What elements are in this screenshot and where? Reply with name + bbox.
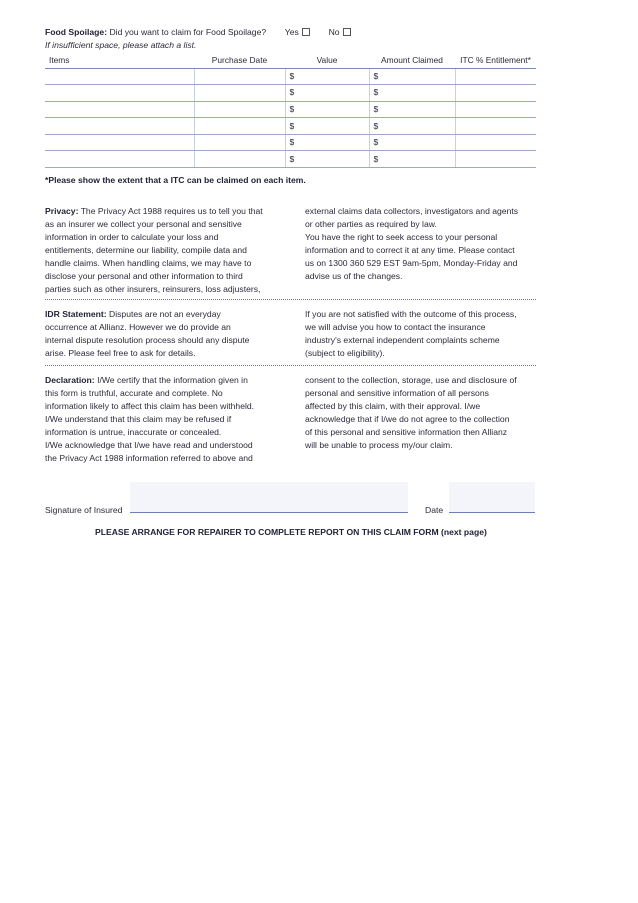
yes-label: Yes bbox=[284, 27, 299, 37]
table-row bbox=[45, 134, 536, 151]
table-row bbox=[45, 85, 536, 102]
yes-checkbox[interactable] bbox=[302, 28, 310, 36]
header-value: Value bbox=[285, 53, 369, 68]
declaration-text-line: the Privacy Act 1988 information referred to above and bbox=[45, 453, 253, 463]
declaration-text-line: affected by this claim, with their approval. I/we bbox=[305, 401, 481, 411]
idr-text-line: If you are not satisfied with the outcome of this process, bbox=[305, 309, 517, 319]
itc-entitlement-cell[interactable] bbox=[455, 134, 536, 151]
declaration-text-line: acknowledge that if I/we do not agree to the collection bbox=[305, 414, 510, 424]
no-checkbox[interactable] bbox=[343, 28, 351, 36]
privacy-text-line: external claims data collectors, investigators and agents bbox=[305, 206, 519, 216]
idr-text-line: (subject to eligibility). bbox=[305, 348, 385, 358]
privacy-text-line: parties such as other insurers, reinsurers, loss adjusters, bbox=[45, 284, 261, 294]
declaration-text-line: consent to the collection, storage, use and disclosure of bbox=[305, 375, 517, 385]
declaration-text-line: information likely to affect this claim has been withheld. bbox=[45, 401, 255, 411]
idr-text-line: Disputes are not an everyday bbox=[109, 309, 221, 319]
value-cell[interactable]: $ bbox=[285, 85, 369, 102]
table-row bbox=[45, 101, 536, 118]
item-cell[interactable] bbox=[45, 151, 194, 168]
declaration-text-line: will be unable to process my/our claim. bbox=[305, 440, 453, 450]
declaration-text-line: I/We certify that the information given in bbox=[97, 375, 248, 385]
purchase-date-cell[interactable] bbox=[194, 151, 285, 168]
purchase-date-cell[interactable] bbox=[194, 134, 285, 151]
date-label: Date bbox=[425, 505, 444, 515]
amount-claimed-cell[interactable]: $ bbox=[369, 85, 455, 102]
section-divider bbox=[45, 365, 536, 366]
purchase-date-cell[interactable] bbox=[194, 118, 285, 135]
food-spoilage-heading: Food Spoilage: bbox=[45, 27, 108, 37]
amount-claimed-cell[interactable]: $ bbox=[369, 101, 455, 118]
privacy-text-line: as an insurer we collect your personal and sensitive bbox=[45, 219, 242, 229]
privacy-text-line: disclose your personal and other information to third bbox=[45, 271, 243, 281]
value-cell[interactable]: $ bbox=[285, 101, 369, 118]
itc-note: *Please show the extent that a ITC can be claimed on each item. bbox=[45, 175, 306, 185]
items-table-header bbox=[45, 53, 536, 68]
privacy-right-column bbox=[305, 205, 537, 283]
declaration-text-line: personal and sensitive information of all persons bbox=[305, 388, 489, 398]
idr-heading: IDR Statement: bbox=[45, 309, 107, 319]
header-amount-claimed: Amount Claimed bbox=[369, 53, 455, 68]
item-cell[interactable] bbox=[45, 68, 194, 85]
privacy-text-line: us on 1300 360 529 EST 9am-5pm, Monday-Friday and bbox=[305, 258, 518, 268]
item-cell[interactable] bbox=[45, 118, 194, 135]
privacy-text-line: information in order to calculate your loss and bbox=[45, 232, 219, 242]
item-cell[interactable] bbox=[45, 101, 194, 118]
item-cell[interactable] bbox=[45, 134, 194, 151]
declaration-right-column bbox=[305, 374, 537, 452]
idr-text-line: we will advise you how to contact the insurance bbox=[305, 322, 486, 332]
signature-field[interactable] bbox=[130, 482, 408, 513]
privacy-text-line: The Privacy Act 1988 requires us to tell you that bbox=[80, 206, 263, 216]
privacy-left-column bbox=[45, 205, 277, 296]
declaration-text-line: this form is truthful, accurate and complete. No bbox=[45, 388, 223, 398]
value-cell[interactable]: $ bbox=[285, 118, 369, 135]
food-spoilage-note: If insufficient space, please attach a list. bbox=[45, 40, 197, 50]
table-row bbox=[45, 118, 536, 135]
declaration-text-line: information is untrue, inaccurate or concealed. bbox=[45, 427, 222, 437]
repairer-instruction: PLEASE ARRANGE FOR REPAIRER TO COMPLETE REPORT ON THIS CLAIM FORM (next page) bbox=[95, 527, 487, 537]
privacy-text-line: advise us of the changes. bbox=[305, 271, 403, 281]
itc-entitlement-cell[interactable] bbox=[455, 151, 536, 168]
itc-entitlement-cell[interactable] bbox=[455, 68, 536, 85]
itc-entitlement-cell[interactable] bbox=[455, 101, 536, 118]
value-cell[interactable]: $ bbox=[285, 151, 369, 168]
table-row bbox=[45, 68, 536, 85]
privacy-text-line: information and to correct it at any time. Please contact bbox=[305, 245, 515, 255]
declaration-text-line: I/We acknowledge that I/we have read and understood bbox=[45, 440, 253, 450]
privacy-text-line: or other parties as required by law. bbox=[305, 219, 437, 229]
itc-entitlement-cell[interactable] bbox=[455, 118, 536, 135]
privacy-text-line: entitlements, determine our liability, compile data and bbox=[45, 245, 247, 255]
purchase-date-cell[interactable] bbox=[194, 101, 285, 118]
food-spoilage-question bbox=[45, 26, 605, 39]
idr-text-line: arise. Please feel free to ask for details. bbox=[45, 348, 196, 358]
idr-left-column bbox=[45, 308, 277, 360]
signature-label: Signature of Insured bbox=[45, 505, 123, 515]
header-purchase-date: Purchase Date bbox=[194, 53, 285, 68]
amount-claimed-cell[interactable]: $ bbox=[369, 118, 455, 135]
amount-claimed-cell[interactable]: $ bbox=[369, 68, 455, 85]
privacy-text-line: handle claims. When handling claims, we may have to bbox=[45, 258, 252, 268]
header-items: Items bbox=[45, 53, 194, 68]
header-itc-entitlement: ITC % Entitlement* bbox=[455, 53, 536, 68]
value-cell[interactable]: $ bbox=[285, 134, 369, 151]
food-spoilage-question-text: Did you want to claim for Food Spoilage? bbox=[109, 27, 267, 37]
table-row bbox=[45, 151, 536, 168]
declaration-text-line: I/We understand that this claim may be refused if bbox=[45, 414, 232, 424]
value-cell[interactable]: $ bbox=[285, 68, 369, 85]
amount-claimed-cell[interactable]: $ bbox=[369, 151, 455, 168]
idr-text-line: industry's external independent complaints scheme bbox=[305, 335, 500, 345]
section-divider bbox=[45, 299, 536, 300]
no-label: No bbox=[328, 27, 340, 37]
items-table bbox=[45, 53, 536, 168]
declaration-heading: Declaration: bbox=[45, 375, 95, 385]
idr-text-line: occurrence at Allianz. However we do provide an bbox=[45, 322, 231, 332]
idr-text-line: internal dispute resolution process should any dispute bbox=[45, 335, 250, 345]
privacy-heading: Privacy: bbox=[45, 206, 79, 216]
amount-claimed-cell[interactable]: $ bbox=[369, 134, 455, 151]
purchase-date-cell[interactable] bbox=[194, 85, 285, 102]
item-cell[interactable] bbox=[45, 85, 194, 102]
idr-right-column bbox=[305, 308, 537, 360]
date-field[interactable] bbox=[449, 482, 535, 513]
itc-entitlement-cell[interactable] bbox=[455, 85, 536, 102]
declaration-text-line: of this personal and sensitive information then Allianz bbox=[305, 427, 508, 437]
declaration-left-column bbox=[45, 374, 277, 465]
purchase-date-cell[interactable] bbox=[194, 68, 285, 85]
privacy-text-line: You have the right to seek access to your personal bbox=[305, 232, 498, 242]
